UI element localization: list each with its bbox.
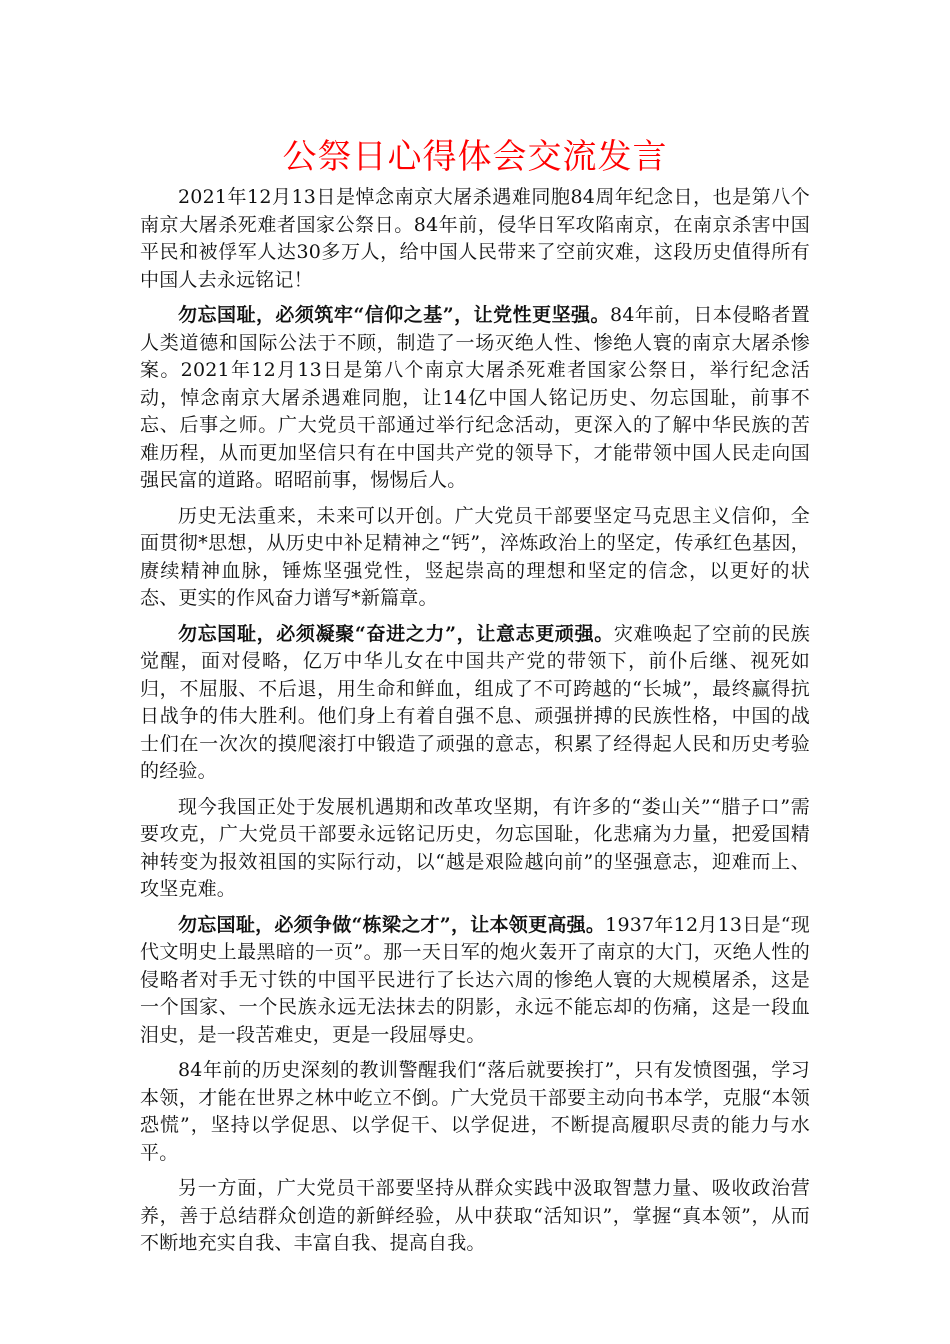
paragraph-lead: 勿忘国耻，必须筑牢“信仰之基”，让党性更坚强。 <box>178 304 611 326</box>
paragraph-text: 另一方面，广大党员干部要坚持从群众实践中汲取智慧力量、吸收政治营养，善于总结群众创造的新鲜经验，从中获取“活知识”，掌握“真本领”，从而不断地充实自我、丰富自我、提高自我。 <box>140 1177 810 1254</box>
paragraph-text: 1937年12月13日是“现代文明史上最黑暗的一页”。那一天日军的炮火轰开了南京的大门，灭绝人性的侵略者对手无寸铁的中国平民进行了长达六周的惨绝人寰的大规模屠杀，这是一个国家、一个民族永远无法抹去的阴影，永远不能忘却的伤痛，这是一段血泪史，是一段苦难史，更是一段屈辱史。 <box>140 913 810 1046</box>
paragraph-4 <box>140 621 810 786</box>
paragraph-text: 84年前，日本侵略者置人类道德和国际公法于不顾，制造了一场灭绝人性、惨绝人寰的南京大屠杀惨案。2021年12月13日是第八个南京大屠杀死难者国家公祭日，举行纪念活动，悼念南京大屠杀遇难同胞，让14亿中国人铭记历史、勿忘国耻，前事不忘、后事之师。广大党员干部通过举行纪念活动，更深入的了解中华民族的苦难历程，从而更加坚信只有在中国共产党的领导下，才能带领中国人民走向国强民富的道路。昭昭前事，惕惕后人。 <box>140 304 810 491</box>
paragraph-text: 现今我国正处于发展机遇期和改革攻坚期，有许多的“娄山关”“腊子口”需要攻克，广大党员干部要永远铭记历史，勿忘国耻，化悲痛为力量，把爱国精神转变为报效祖国的实际行动，以“越是艰险越向前”的坚强意志，迎难而上、攻坚克难。 <box>140 795 810 900</box>
paragraph-text: 历史无法重来，未来可以开创。广大党员干部要坚定马克思主义信仰，全面贯彻*思想，从历史中补足精神之“钙”，淬炼政治上的坚定，传承红色基因，赓续精神血脉，锤炼坚强党性，竖起崇高的理想和坚定的信念，以更好的状态、更实的作风奋力谱写*新篇章。 <box>140 504 810 609</box>
paragraph-6 <box>140 912 810 1050</box>
paragraph-2 <box>140 302 810 495</box>
paragraph-3 <box>140 503 810 613</box>
paragraph-1 <box>140 184 810 294</box>
paragraph-5 <box>140 794 810 904</box>
document-body <box>140 184 810 1266</box>
paragraph-8 <box>140 1175 810 1258</box>
paragraph-text: 84年前的历史深刻的教训警醒我们“落后就要挨打”，只有发愤图强，学习本领，才能在世界之林中屹立不倒。广大党员干部要主动向书本学，克服“本领恐慌”，坚持以学促思、以学促干、以学促进，不断提高履职尽责的能力与水平。 <box>140 1059 810 1164</box>
document-title: 公祭日心得体会交流发言 <box>282 137 668 177</box>
paragraph-text: 2021年12月13日是悼念南京大屠杀遇难同胞84周年纪念日，也是第八个南京大屠杀死难者国家公祭日。84年前，侵华日军攻陷南京，在南京杀害中国平民和被俘军人达30多万人，给中国人民带来了空前灾难，这段历史值得所有中国人去永远铭记！ <box>140 186 810 291</box>
paragraph-lead: 勿忘国耻，必须凝聚“奋进之力”，让意志更顽强。 <box>178 622 614 645</box>
paragraph-lead: 勿忘国耻，必须争做“栋梁之才”，让本领更高强。 <box>178 913 606 936</box>
paragraph-text: 灾难唤起了空前的民族觉醒，面对侵略，亿万中华儿女在中国共产党的带领下，前仆后继、视死如归，不屈服、不后退，用生命和鲜血，组成了不可跨越的“长城”，最终赢得抗日战争的伟大胜利。他们身上有着自强不息、顽强拼搏的民族性格，中国的战士们在一次次的摸爬滚打中锻造了顽强的意志，积累了经得起人民和历史考验的经验。 <box>140 622 810 782</box>
paragraph-7 <box>140 1057 810 1167</box>
